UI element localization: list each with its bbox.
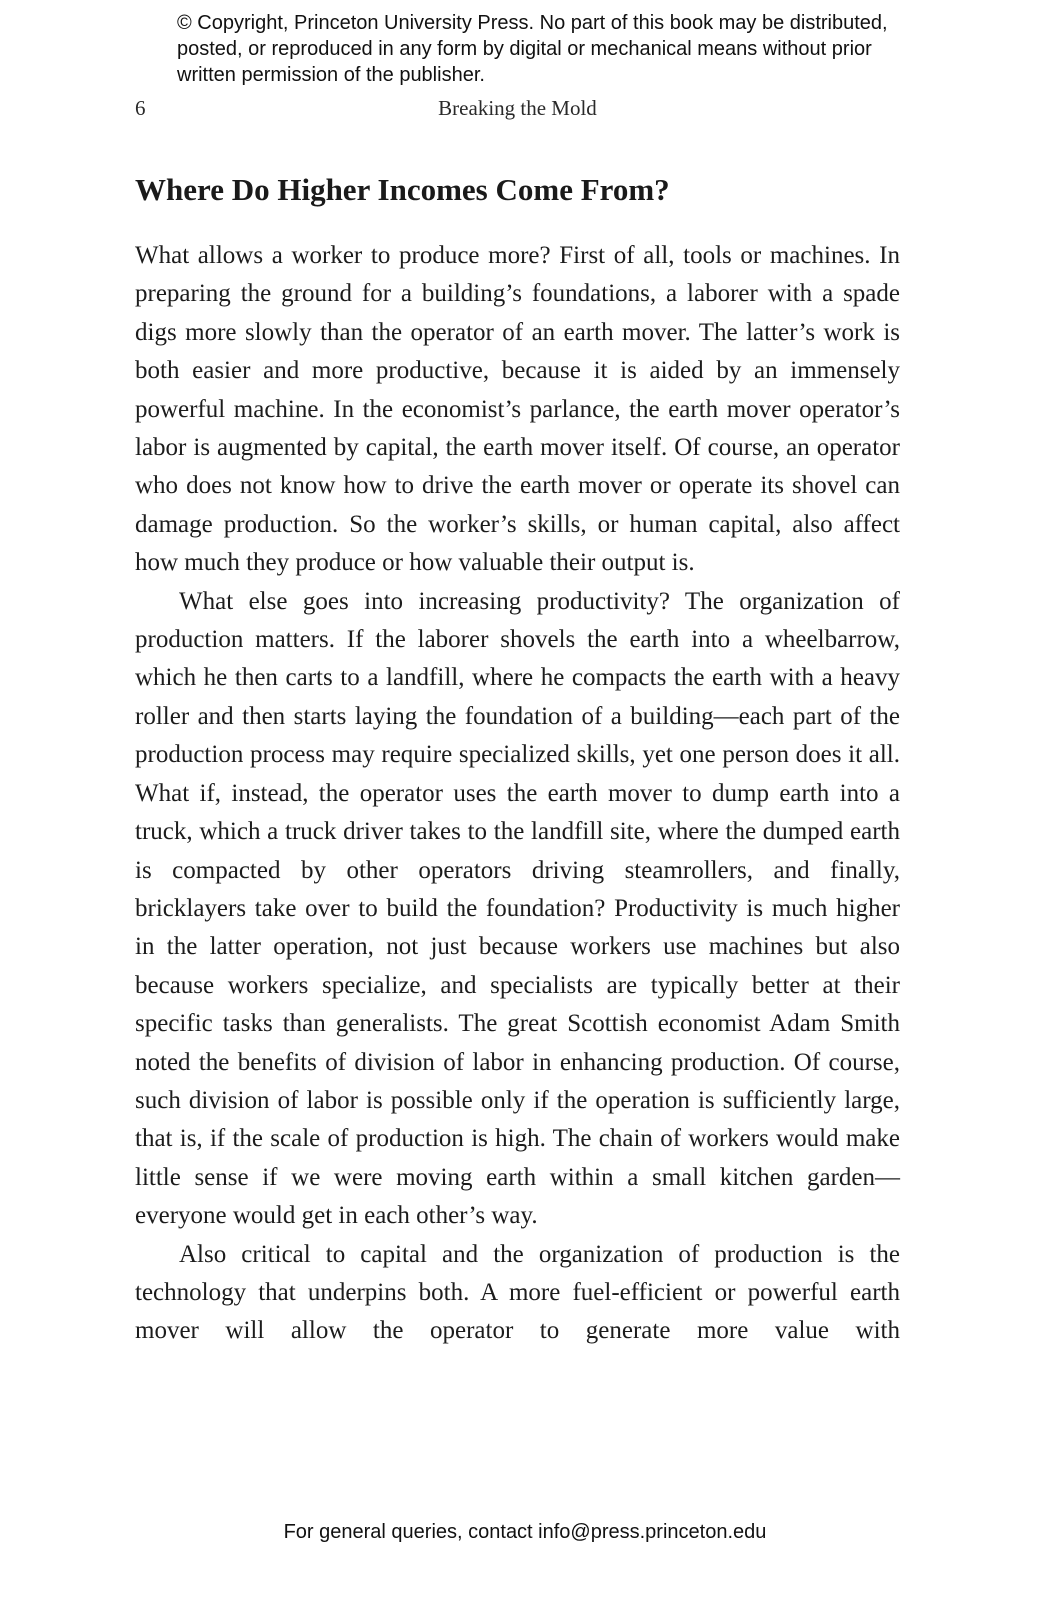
book-title: Breaking the Mold (438, 96, 597, 120)
paragraph: Also critical to capital and the organization of production is the technology that underpins both. A more fuel-efficient or powerful earth mover will allow the operator to generate more value with (135, 1240, 900, 1345)
body-text (135, 237, 900, 1351)
paragraph: What else goes into increasing productivity? The organization of production matters. If the laborer shovels the earth into a wheelbarrow, which he then carts to a landfill, where he compacts the earth with a heavy roller and then starts laying the foundation of a building—each part of the production process may require specialized skills, yet one person does it all. What if, instead, the operator uses the earth mover to dump earth into a truck, which a truck driver takes to the landfill site, where the dumped earth is compacted by other operators driving steamrollers, and finally, bricklayers take over to build the foundation? Productivity is much higher in the latter operation, not just because workers use machines but also because workers specialize, and specialists are typically better at their specific tasks than generalists. The great Scottish economist Adam Smith noted the benefits of division of labor in enhancing production. Of course, such division of labor is possible only if the operation is sufficiently large, that is, if the scale of production is high. The chain of workers would make little sense if we were moving earth within a small kitchen garden—everyone would get in each other’s way. (135, 587, 900, 1230)
paragraph: What allows a worker to produce more? First of all, tools or machines. In preparing the ground for a building’s foundations, a laborer with a spade digs more slowly than the operator of an earth mover. The latter’s work is both easier and more productive, because it is aided by an immensely powerful machine. In the economist’s parlance, the earth mover operator’s labor is augmented by capital, the earth mover itself. Of course, an operator who does not know how to drive the earth mover or operate its shovel can damage production. So the worker’s skills, or human capital, also affect how much they produce or how valuable their output is. (135, 242, 900, 577)
page-number: 6 (135, 96, 146, 120)
copyright-notice: © Copyright, Princeton University Press. No part of this book may be distributed, posted, or reproduced in any form by digital or mechanical means without prior written permission of the publisher. (177, 12, 888, 86)
section-heading: Where Do Higher Incomes Come From? (135, 172, 670, 207)
running-head (135, 94, 900, 122)
footer-contact: For general queries, contact info@press.princeton.edu (283, 1521, 767, 1543)
